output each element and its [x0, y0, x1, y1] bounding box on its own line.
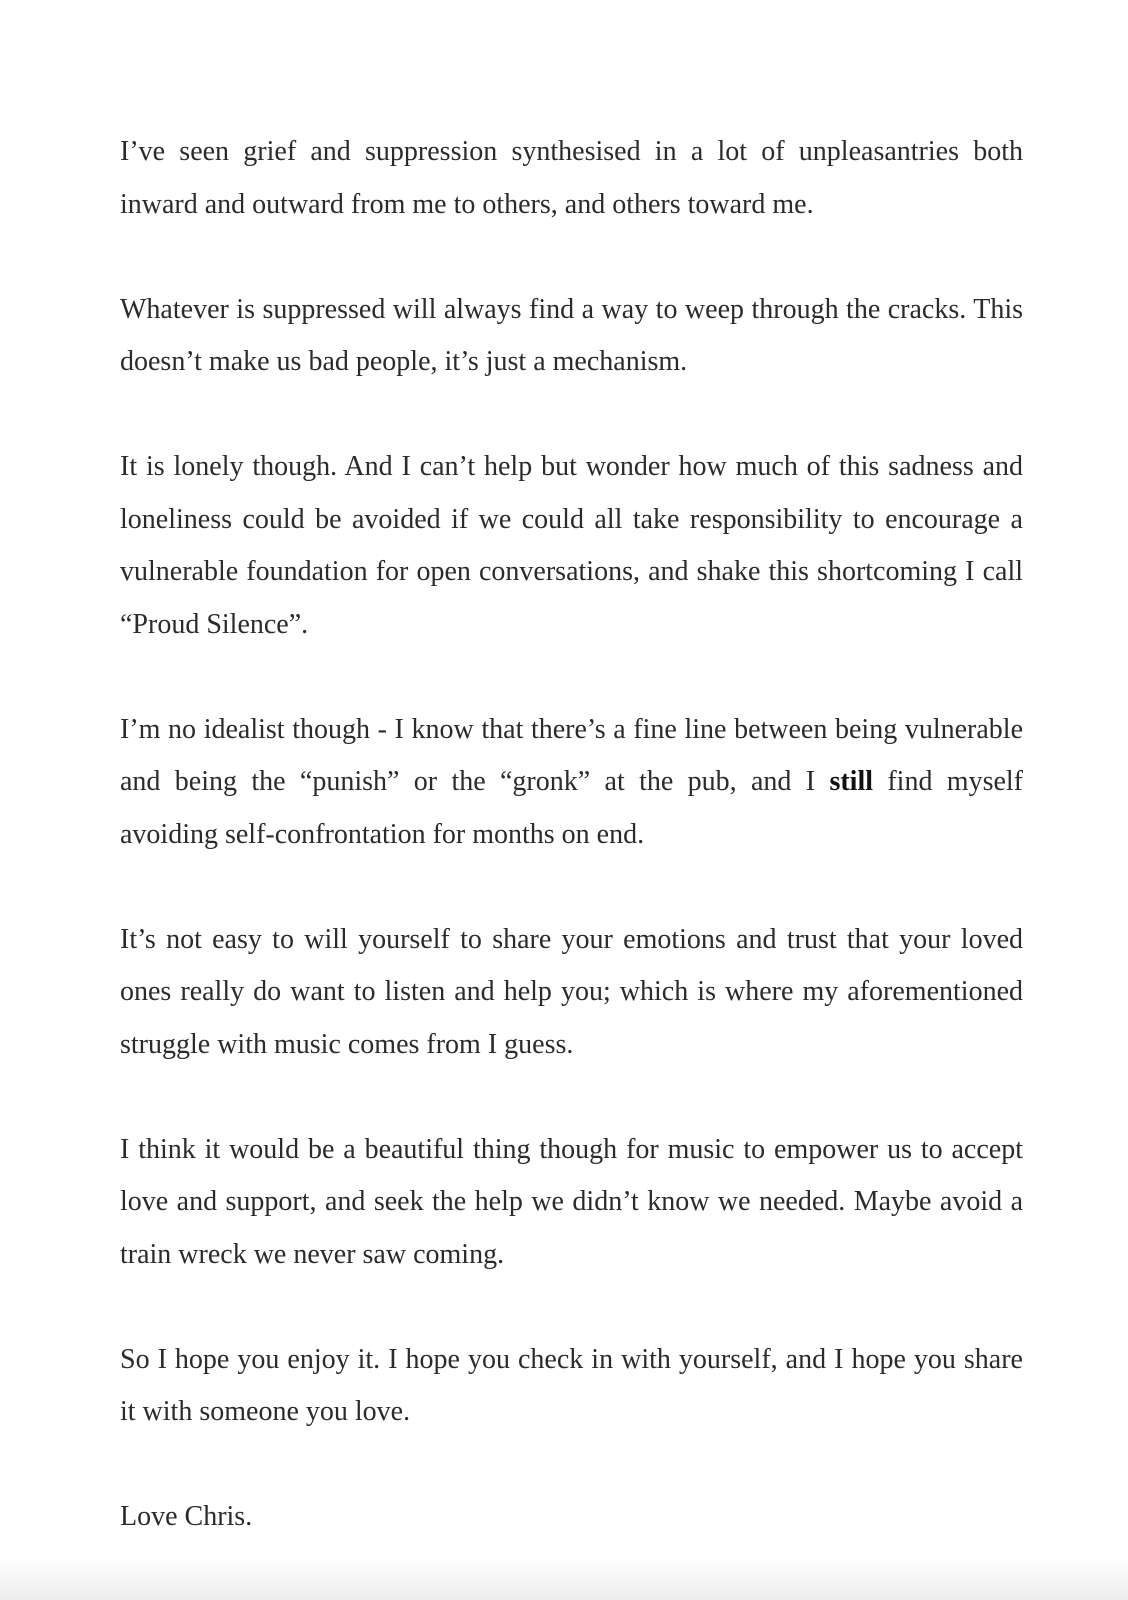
paragraph-idealist-start: I’m no idealist though - I know that there’s a fine line between being vulnerable and being the “punish” or the “gronk” at the pub, and I [120, 713, 1023, 797]
paragraph-lonely: It is lonely though. And I can’t help but wonder how much of this sadness and loneliness could be avoided if we could all take responsibility to encourage a vulnerable foundation for open conversations, and shake this shortcoming I call “Proud Silence”. [120, 451, 1023, 640]
paragraph-music-empower: I think it would be a beautiful thing though for music to empower us to accept love and support, and seek the help we didn’t know we needed. Maybe avoid a train wreck we never saw coming. [120, 1133, 1023, 1270]
paragraph-share-emotions: It’s not easy to will yourself to share your emotions and trust that your loved ones really do want to listen and help you; which is where my aforementioned struggle with music comes from I guess. [120, 923, 1023, 1060]
signature: Love Chris. [120, 1501, 253, 1532]
letter-body [120, 126, 1023, 1544]
paragraph-idealist-end: find myself avoiding self-confrontation for months on end. [120, 766, 1024, 850]
paragraph-idealist [120, 704, 1023, 862]
paragraph-hope: So I hope you enjoy it. I hope you check in with yourself, and I hope you share it with someone you love. [120, 1343, 1023, 1427]
page-bottom-shadow [0, 1556, 1128, 1600]
paragraph-grief: I’ve seen grief and suppression synthesised in a lot of unpleasantries both inward and outward from me to others, and others toward me. [120, 136, 1023, 220]
paragraph-suppressed: Whatever is suppressed will always find a way to weep through the cracks. This doesn’t make us bad people, it’s just a mechanism. [120, 293, 1023, 377]
emphasis-still: still [829, 766, 873, 797]
